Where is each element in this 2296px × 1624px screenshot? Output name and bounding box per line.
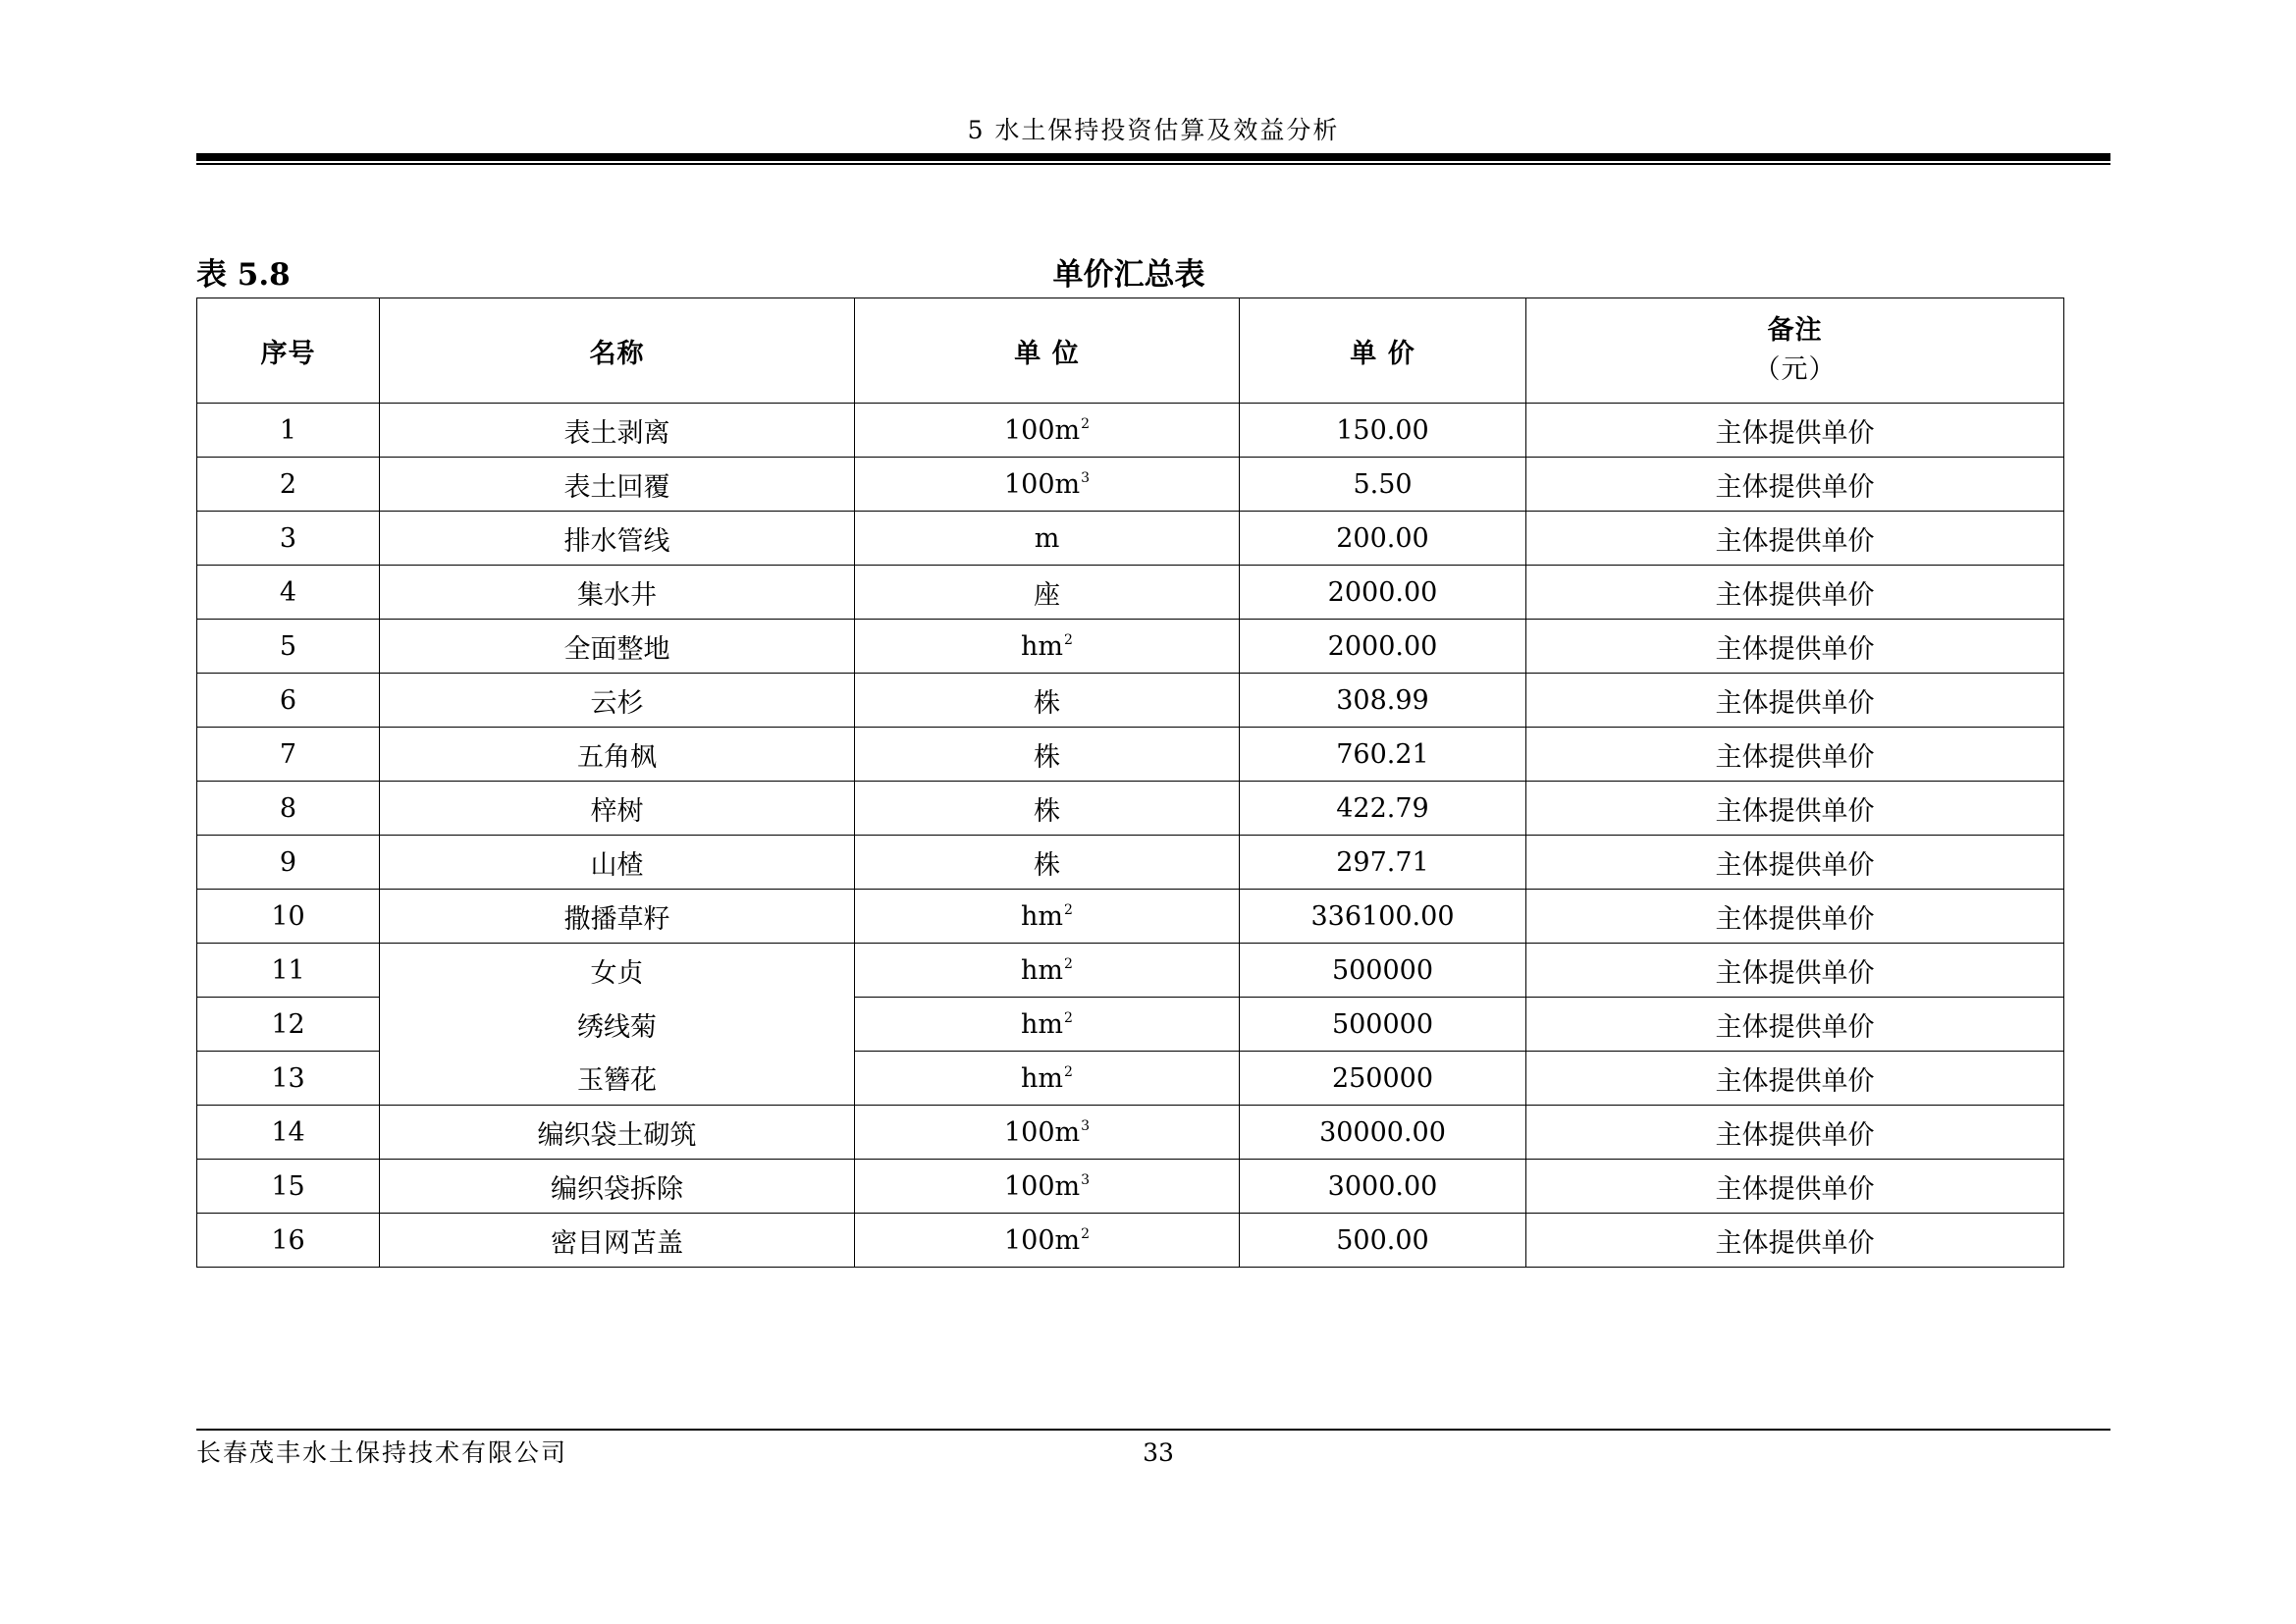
table-row <box>197 1160 2064 1214</box>
cell-unit-text: 100m <box>1003 468 1081 500</box>
cell-name <box>380 458 855 512</box>
cell-index-text: 9 <box>279 846 297 878</box>
cell-index-text: 7 <box>279 738 297 770</box>
cell-price-text: 200.00 <box>1336 522 1429 554</box>
table-row <box>197 944 2064 998</box>
cell-index-text: 4 <box>279 576 297 608</box>
cell-remark-text: 主体提供单价 <box>1715 1011 1875 1043</box>
cell-index-text: 14 <box>271 1116 305 1148</box>
cell-price <box>1240 998 1526 1052</box>
cell-name-text: 排水管线 <box>563 525 670 557</box>
unit-exponent: 2 <box>1064 901 1073 918</box>
cell-remark <box>1526 1106 2064 1160</box>
cell-name <box>380 1052 855 1106</box>
cell-name-text: 玉簪花 <box>577 1065 657 1097</box>
column-header-index: 序号 <box>197 298 380 404</box>
cell-name-text: 山楂 <box>590 849 644 881</box>
cell-index <box>197 998 380 1052</box>
cell-index-text: 8 <box>279 792 297 824</box>
unit-exponent: 2 <box>1064 1009 1073 1026</box>
cell-price-text: 336100.00 <box>1310 900 1455 932</box>
unit-exponent: 3 <box>1081 469 1091 486</box>
cell-index-text: 1 <box>279 414 297 446</box>
cell-unit-text: 100m <box>1003 1224 1081 1256</box>
cell-index <box>197 944 380 998</box>
cell-unit <box>855 674 1240 728</box>
cell-index <box>197 1052 380 1106</box>
cell-index-text: 10 <box>271 900 305 932</box>
cell-remark <box>1526 512 2064 566</box>
cell-price <box>1240 1106 1526 1160</box>
table-row <box>197 836 2064 890</box>
column-header-price: 单 价 <box>1240 298 1526 404</box>
cell-price <box>1240 944 1526 998</box>
footer-rule <box>196 1429 2110 1431</box>
cell-remark-text: 主体提供单价 <box>1715 687 1875 719</box>
cell-unit <box>855 728 1240 782</box>
cell-price-text: 5.50 <box>1353 468 1413 500</box>
cell-name <box>380 890 855 944</box>
table-row <box>197 890 2064 944</box>
cell-name <box>380 512 855 566</box>
cell-index-text: 11 <box>271 954 305 986</box>
cell-price <box>1240 836 1526 890</box>
cell-remark <box>1526 890 2064 944</box>
cell-unit-text: hm <box>1021 900 1064 932</box>
cell-unit-text: 座 <box>1034 579 1060 611</box>
cell-price <box>1240 620 1526 674</box>
cell-index-text: 5 <box>279 630 297 662</box>
cell-index <box>197 728 380 782</box>
cell-price-text: 150.00 <box>1336 414 1429 446</box>
cell-name-text: 梓树 <box>590 795 644 827</box>
table-row <box>197 1052 2064 1106</box>
cell-unit <box>855 944 1240 998</box>
cell-remark <box>1526 944 2064 998</box>
cell-index-text: 6 <box>279 684 297 716</box>
cell-index <box>197 458 380 512</box>
cell-remark-text: 主体提供单价 <box>1715 903 1875 935</box>
cell-unit-text: hm <box>1021 954 1064 986</box>
cell-index <box>197 1160 380 1214</box>
cell-remark <box>1526 1214 2064 1268</box>
cell-index <box>197 836 380 890</box>
table-row <box>197 1214 2064 1268</box>
cell-price <box>1240 1214 1526 1268</box>
cell-remark-text: 主体提供单价 <box>1715 633 1875 665</box>
cell-price-text: 760.21 <box>1336 738 1429 770</box>
table-row <box>197 566 2064 620</box>
cell-remark-text: 主体提供单价 <box>1715 741 1875 773</box>
cell-index-text: 12 <box>271 1008 305 1040</box>
cell-remark-text: 主体提供单价 <box>1715 1119 1875 1151</box>
cell-unit-text: 株 <box>1034 849 1060 881</box>
cell-name-text: 撒播草籽 <box>563 903 670 935</box>
page-number: 33 <box>1143 1438 1174 1467</box>
cell-name <box>380 1160 855 1214</box>
cell-remark-text: 主体提供单价 <box>1715 471 1875 503</box>
cell-name <box>380 674 855 728</box>
cell-unit-text: hm <box>1021 1008 1064 1040</box>
header-rule-thick <box>196 153 2110 161</box>
cell-unit <box>855 836 1240 890</box>
column-header-remark <box>1526 298 2064 404</box>
table-title: 单价汇总表 <box>1052 257 1205 293</box>
cell-name-text: 密目网苫盖 <box>551 1227 683 1259</box>
table-label: 表 5.8 <box>196 257 291 293</box>
cell-unit <box>855 1052 1240 1106</box>
cell-unit <box>855 1214 1240 1268</box>
table-row <box>197 998 2064 1052</box>
cell-name <box>380 404 855 458</box>
cell-price-text: 500000 <box>1331 1008 1434 1040</box>
column-header-remark-label: 备注 <box>1767 315 1823 346</box>
cell-remark <box>1526 404 2064 458</box>
table-row <box>197 458 2064 512</box>
unit-exponent: 2 <box>1064 631 1073 648</box>
cell-remark <box>1526 566 2064 620</box>
cell-index-text: 13 <box>271 1062 305 1094</box>
cell-name-text: 编织袋拆除 <box>551 1173 683 1205</box>
cell-name-text: 女贞 <box>590 957 644 989</box>
cell-index <box>197 566 380 620</box>
cell-name <box>380 728 855 782</box>
cell-index <box>197 674 380 728</box>
cell-remark-text: 主体提供单价 <box>1715 849 1875 881</box>
cell-index <box>197 890 380 944</box>
cell-index <box>197 620 380 674</box>
cell-price <box>1240 512 1526 566</box>
cell-unit-text: 株 <box>1034 687 1060 719</box>
cell-index <box>197 512 380 566</box>
cell-remark <box>1526 1052 2064 1106</box>
cell-unit <box>855 404 1240 458</box>
unit-exponent: 3 <box>1081 1117 1091 1134</box>
cell-unit-text: hm <box>1021 1062 1064 1094</box>
cell-index-text: 16 <box>271 1224 305 1256</box>
cell-unit <box>855 1160 1240 1214</box>
cell-price <box>1240 458 1526 512</box>
cell-name <box>380 998 855 1052</box>
table-body <box>197 404 2064 1268</box>
cell-remark <box>1526 728 2064 782</box>
cell-remark <box>1526 458 2064 512</box>
cell-remark-text: 主体提供单价 <box>1715 417 1875 449</box>
cell-remark-text: 主体提供单价 <box>1715 525 1875 557</box>
cell-price-text: 2000.00 <box>1327 630 1438 662</box>
cell-index <box>197 404 380 458</box>
cell-name-text: 编织袋土砌筑 <box>537 1119 697 1151</box>
cell-remark <box>1526 674 2064 728</box>
cell-remark-text: 主体提供单价 <box>1715 1173 1875 1205</box>
unit-exponent: 2 <box>1081 415 1091 432</box>
cell-unit <box>855 890 1240 944</box>
cell-unit-text: m <box>1034 522 1060 554</box>
cell-remark <box>1526 620 2064 674</box>
cell-unit-text: 100m <box>1003 1170 1081 1202</box>
cell-price <box>1240 728 1526 782</box>
table-row <box>197 512 2064 566</box>
column-header-unit: 单 位 <box>855 298 1240 404</box>
cell-unit <box>855 512 1240 566</box>
cell-name-text: 绣线菊 <box>577 1011 657 1043</box>
cell-index <box>197 1106 380 1160</box>
cell-remark-text: 主体提供单价 <box>1715 957 1875 989</box>
footer-company: 长春茂丰水土保持技术有限公司 <box>196 1438 568 1467</box>
cell-index <box>197 1214 380 1268</box>
table-row <box>197 782 2064 836</box>
unit-exponent: 3 <box>1081 1171 1091 1188</box>
cell-unit-text: hm <box>1021 630 1064 662</box>
cell-remark-text: 主体提供单价 <box>1715 1227 1875 1259</box>
cell-unit-text: 株 <box>1034 795 1060 827</box>
cell-remark-text: 主体提供单价 <box>1715 579 1875 611</box>
cell-remark-text: 主体提供单价 <box>1715 795 1875 827</box>
table-row <box>197 620 2064 674</box>
cell-unit <box>855 782 1240 836</box>
unit-exponent: 2 <box>1064 1063 1073 1080</box>
cell-price <box>1240 1052 1526 1106</box>
cell-price-text: 422.79 <box>1336 792 1429 824</box>
cell-name-text: 云杉 <box>590 687 644 719</box>
cell-unit <box>855 458 1240 512</box>
cell-name-text: 五角枫 <box>577 741 657 773</box>
cell-price <box>1240 674 1526 728</box>
cell-unit-text: 100m <box>1003 414 1081 446</box>
cell-index <box>197 782 380 836</box>
table-row <box>197 1106 2064 1160</box>
cell-price-text: 2000.00 <box>1327 576 1438 608</box>
cell-price-text: 3000.00 <box>1327 1170 1438 1202</box>
column-header-name: 名称 <box>380 298 855 404</box>
cell-name-text: 表土剥离 <box>563 417 670 449</box>
cell-remark <box>1526 998 2064 1052</box>
cell-unit-text: 株 <box>1034 741 1060 773</box>
cell-price-text: 30000.00 <box>1319 1116 1446 1148</box>
cell-name-text: 全面整地 <box>563 633 670 665</box>
cell-name <box>380 944 855 998</box>
cell-name <box>380 782 855 836</box>
cell-name-text: 集水井 <box>577 579 657 611</box>
cell-remark <box>1526 1160 2064 1214</box>
cell-index-text: 2 <box>279 468 297 500</box>
column-header-remark-unit: （元） <box>1753 354 1837 385</box>
running-header: 5 水土保持投资估算及效益分析 <box>967 116 1340 144</box>
cell-price <box>1240 566 1526 620</box>
unit-exponent: 2 <box>1064 955 1073 972</box>
cell-price <box>1240 782 1526 836</box>
table-row <box>197 674 2064 728</box>
cell-name-text: 表土回覆 <box>563 471 670 503</box>
unit-exponent: 2 <box>1081 1225 1091 1242</box>
cell-name <box>380 566 855 620</box>
cell-remark <box>1526 782 2064 836</box>
unit-price-table <box>196 298 2064 1268</box>
cell-price-text: 500000 <box>1331 954 1434 986</box>
cell-index-text: 15 <box>271 1170 305 1202</box>
cell-price <box>1240 890 1526 944</box>
cell-unit <box>855 620 1240 674</box>
cell-price <box>1240 1160 1526 1214</box>
cell-price-text: 500.00 <box>1336 1224 1429 1256</box>
cell-unit <box>855 1106 1240 1160</box>
header-rule-thin <box>196 163 2110 165</box>
cell-price-text: 308.99 <box>1336 684 1429 716</box>
cell-index-text: 3 <box>279 522 297 554</box>
cell-price-text: 297.71 <box>1336 846 1429 878</box>
cell-name <box>380 1106 855 1160</box>
cell-price <box>1240 404 1526 458</box>
table-header-row <box>197 298 2064 404</box>
cell-name <box>380 620 855 674</box>
cell-name <box>380 836 855 890</box>
cell-unit-text: 100m <box>1003 1116 1081 1148</box>
cell-unit <box>855 998 1240 1052</box>
cell-name <box>380 1214 855 1268</box>
cell-unit <box>855 566 1240 620</box>
cell-remark <box>1526 836 2064 890</box>
cell-price-text: 250000 <box>1331 1062 1434 1094</box>
table-row <box>197 728 2064 782</box>
cell-remark-text: 主体提供单价 <box>1715 1065 1875 1097</box>
table-row <box>197 404 2064 458</box>
